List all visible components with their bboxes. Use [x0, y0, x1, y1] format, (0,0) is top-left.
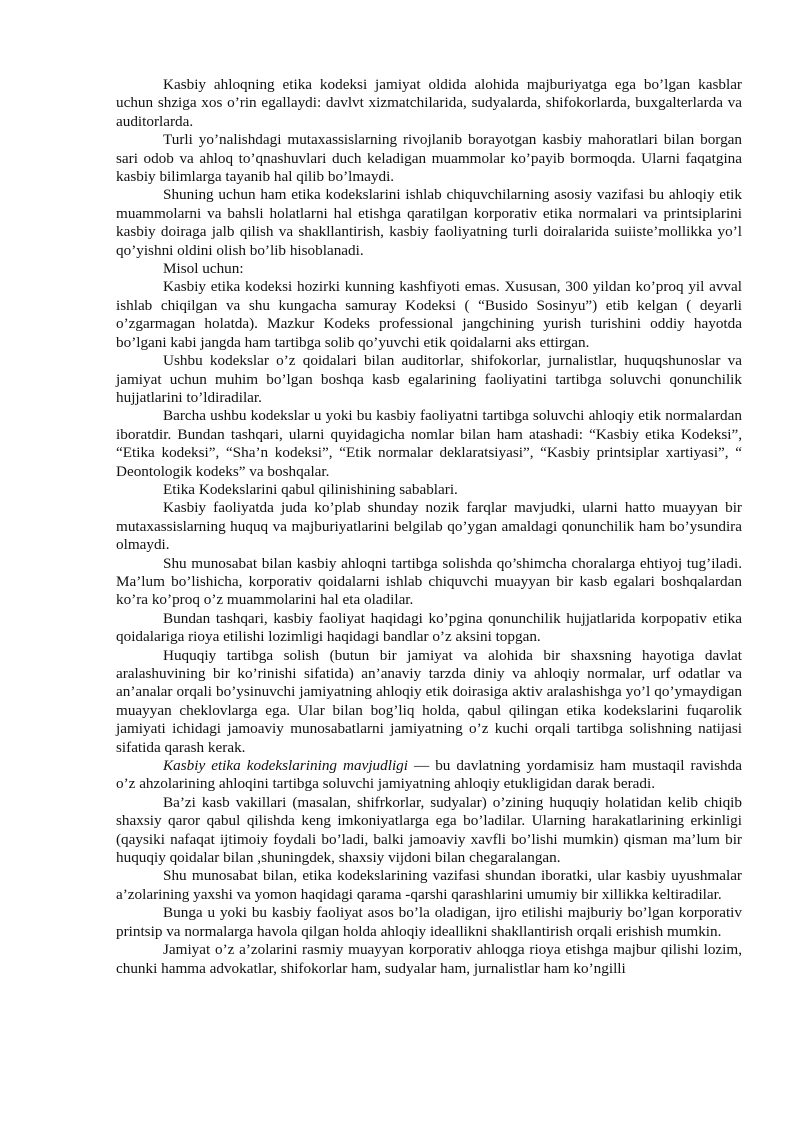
paragraph-text: Barcha ushbu kodekslar u yoki bu kasbiy faoliyatni tartibga soluvchi ahloqiy etik normalardan iboratdir. Bundan tashqari, ularni quyidagicha nomlar bilan ham atashadi: “Kasbiy etika Kodeksi”, “Etika kodeksi”, “Sha’n kodeksi”, “Etik normalar deklaratsiyasi”, “Kasbiy printsiplar xartiyasi”, “ Deontologik kodeks” va boshqalar. [116, 407, 742, 480]
paragraph [116, 499, 742, 554]
paragraph [116, 481, 742, 499]
paragraph-text: Ba’zi kasb vakillari (masalan, shifrkorlar, sudyalar) o’zining huquqiy holatidan kelib chiqib shaxsiy qaror qabul qilishda keng imkoniyatlarga ega bo’ladilar. Ularning harakatlarining erkinligi (qaysiki nafaqat ijtimoiy foydali bo’ladi, balki jamoaviy xavfli bo’lishi mumkin) qisman ma’lum bir huquqiy qoidalar bilan ,shuningdek, shaxsiy vijdoni bilan chegaralangan. [116, 793, 742, 867]
paragraph-text: — bu davlatning yordamisiz ham mustaqil ravishda o’z ahzolarining ahloqini tartibga soluvchi jamiyatning ahloqiy etukligidan darak beradi. [116, 757, 742, 793]
paragraph [116, 260, 742, 278]
paragraph-text: Kasbiy faoliyatda juda ko’plab shunday nozik farqlar mavjudki, ularni hatto muayyan bir mutaxassislarning huquq va majburiyatlarini belgilab qo’ygan amaldagi qonunchilik ham bo’ysundira olmaydi. [116, 499, 742, 554]
paragraph [116, 555, 742, 610]
paragraph [116, 186, 742, 260]
paragraph [116, 610, 742, 647]
paragraph-text: Shuning uchun ham etika kodekslarini ishlab chiquvchilarning asosiy vazifasi bu ahloqiy etik muammolarni va bahsli holatlarni hal etishga qaratilgan korporativ etika normalari va printsiplarini kasbiy doiraga jalb qilish va shakllantirish, kasbiy faoliyatning turli doiralarida suiiste’mollikka yo’l qo’yishni oldini olish bo’lib hisoblanadi. [116, 186, 742, 259]
paragraph-text: Jamiyat o’z a’zolarini rasmiy muayyan korporativ ahloqga rioya etishga majbur qilishi lozim, chunki hamma advokatlar, shifokorlar ham, sudyalar ham, jurnalistlar ham ko’ngilli [116, 941, 742, 977]
paragraph-text: Turli yo’nalishdagi mutaxassislarning rivojlanib borayotgan kasbiy mahoratlari bilan borgan sari odob va ahloq to’qnashuvlari duch keladigan muammolar ko’payib bormoqda. Ularni faqatgina kasbiy bilimlarga tayanib hal qilib bo’lmaydi. [116, 131, 742, 186]
paragraph [116, 757, 742, 794]
paragraph [116, 407, 742, 481]
paragraph-text: Huquqiy tartibga solish (butun bir jamiyat va alohida bir shaxsning hayotiga davlat aralashuvining bir ko’rinishi sifatida) an’anaviy tarzda diniy va ahloqiy normalar, urf odatlar va an’analar orqali bo’ysinuvchi jamiyatning ahloqiy etik doirasiga aktiv aralashishga yo’l qo’ymaydigan muayyan cheklovlarga ega. Ular bilan bog’liq holda, qabul qilingan etika kodekslarini fuqarolik jamiyati ichidagi jamoaviy munosabatlarni jamiyatning o’z kuchi orqali tartibga solishning natijasi sifatida qarash kerak. [116, 646, 742, 756]
paragraph [116, 941, 742, 978]
paragraph [116, 647, 742, 757]
paragraph [116, 278, 742, 352]
paragraph-text: Bundan tashqari, kasbiy faoliyat haqidagi ko’pgina qonunchilik hujjatlarida korpopativ etika qoidalariga rioya etilishi lozimligi haqidagi bandlar o’z aksini topgan. [116, 609, 742, 646]
body-text [116, 76, 742, 978]
paragraph-text: Misol uchun: [163, 260, 244, 278]
paragraph [116, 131, 742, 186]
paragraph [116, 867, 742, 904]
paragraph-text: Shu munosabat bilan kasbiy ahloqni tartibga solishda qo’shimcha choralarga ehtiyoj tug’iladi. Ma’lum bo’lishicha, korporativ qoidalarni ishlab chiquvchi muayyan bir kasb egalari boshqalardan ko’ra ko’proq o’z muammolarini hal eta oladilar. [116, 554, 742, 609]
paragraph [116, 352, 742, 407]
paragraph-text: Kasbiy etika kodeksi hozirki kunning kashfiyoti emas. Xususan, 300 yildan ko’proq yil avval ishlab chiqilgan va shu kungacha samuray Kodeksi ( “Busido Sosinyu”) etib kelgan ( deyarli o’zgarmagan holatda). Mazkur Kodeks professional jangchining yurish turishini oddiy hayotda bo’lgani kabi jangda ham tartibga solib qo’yuvchi etik qoidalarni aks ettirgan. [116, 278, 742, 351]
paragraph [116, 76, 742, 131]
paragraph [116, 794, 742, 868]
paragraph-text: Ushbu kodekslar o’z qoidalari bilan auditorlar, shifokorlar, jurnalistlar, huquqshunoslar va jamiyat uchun muhim bo’lgan boshqa kasb egalarining faoliyatini tartibga soluvchi qonunchilik hujjatlarini to’ldiradilar. [116, 352, 742, 406]
paragraph-text: Etika Kodekslarini qabul qilinishining sabablari. [163, 480, 458, 498]
paragraph-text: Bunga u yoki bu kasbiy faoliyat asos bo’la oladigan, ijro etilishi majburiy bo’lgan korporativ printsip va normalarga havola qilgan holda ahloqiy ideallikni shakllantirish orqali erishish mumkin. [116, 904, 742, 940]
italic-term: Kasbiy etika kodekslarining mavjudligi [163, 757, 408, 775]
paragraph-text: Shu munosabat bilan, etika kodekslarining vazifasi shundan iboratki, ular kasbiy uyushmalar a’zolarining yaxshi va yomon haqidagi qarama -qarshi qarashlarini umumiy bir xillikka keltiradilar. [116, 867, 742, 903]
paragraph-text: Kasbiy ahloqning etika kodeksi jamiyat oldida alohida majburiyatga ega bo’lgan kasblar uchun shziga xos o’rin egallaydi: davlvt xizmatchilarida, sudyalarda, shifokorlarda, buxgalterlarda va auditorlarda. [116, 76, 742, 130]
paragraph [116, 904, 742, 941]
